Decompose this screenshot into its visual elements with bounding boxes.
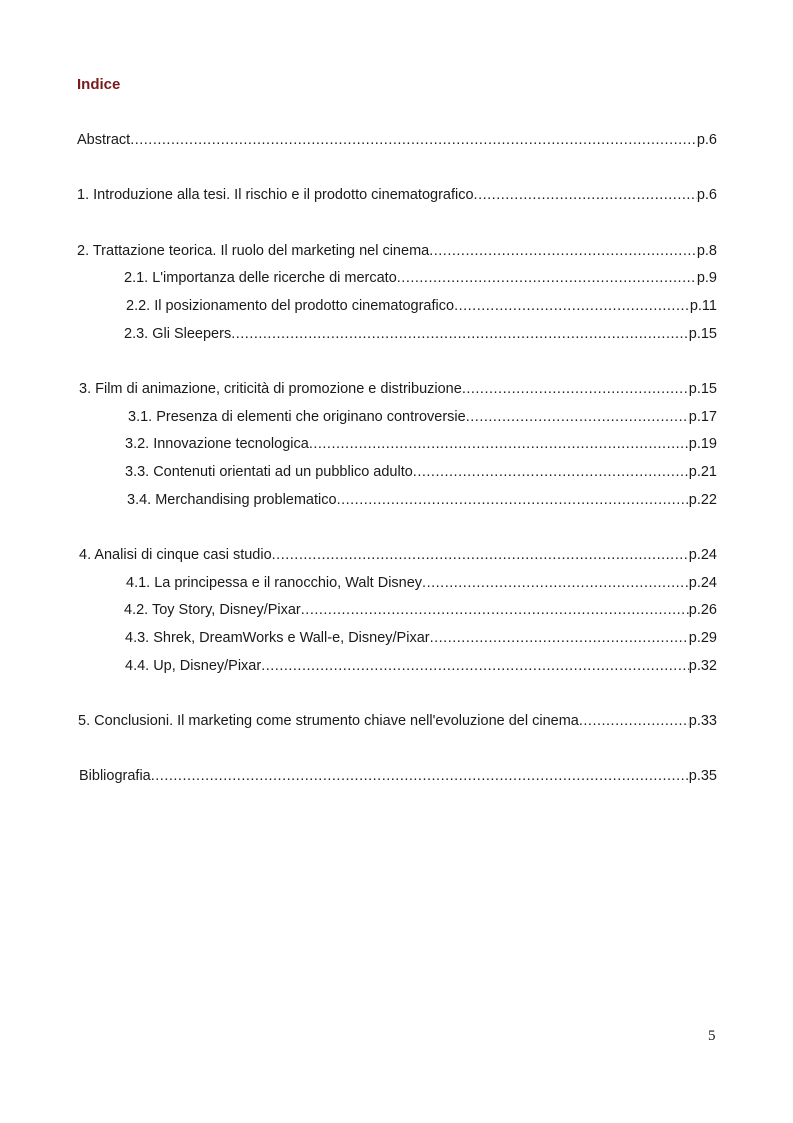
toc-entry-page: p.17 — [688, 409, 717, 425]
leader-dots — [231, 325, 689, 343]
toc-entry-section-4-1 — [126, 574, 717, 592]
toc-entry-page: p.8 — [696, 243, 717, 259]
toc-entry-label: 4.4. Up, Disney/Pixar — [125, 658, 262, 674]
page-number: 5 — [708, 1028, 716, 1044]
leader-dots — [466, 408, 689, 426]
toc-entry-chapter-3 — [79, 380, 717, 398]
toc-entry-page: p.24 — [688, 575, 717, 591]
toc-entry-label: 3.3. Contenuti orientati ad un pubblico adulto — [125, 464, 413, 480]
leader-dots — [261, 657, 689, 675]
toc-entry-page: p.15 — [688, 381, 717, 397]
leader-dots — [309, 435, 689, 453]
toc-entry-label: 5. Conclusioni. Il marketing come strumento chiave nell'evoluzione del cinema — [78, 713, 579, 729]
toc-entry-label: 4.1. La principessa e il ranocchio, Walt Disney — [126, 575, 423, 591]
toc-entry-label: 2.1. L'importanza delle ricerche di mercato — [124, 270, 397, 286]
toc-entry-label: 2.3. Gli Sleepers — [124, 326, 232, 342]
toc-entry-section-3-1 — [128, 408, 717, 426]
toc-title: Indice — [77, 76, 121, 93]
toc-entry-section-3-3 — [125, 463, 717, 481]
toc-entry-page: p.22 — [688, 492, 717, 508]
toc-entry-label: Abstract — [77, 132, 131, 148]
leader-dots — [272, 546, 689, 564]
toc-entry-page: p.33 — [688, 713, 717, 729]
toc-entry-chapter-5 — [78, 712, 717, 730]
toc-entry-chapter-2 — [77, 242, 717, 260]
leader-dots — [301, 601, 689, 619]
toc-entry-page: p.26 — [688, 602, 717, 618]
toc-entry-page: p.6 — [696, 132, 717, 148]
toc-entry-section-2-3 — [124, 325, 717, 343]
leader-dots — [151, 767, 689, 785]
toc-entry-abstract — [77, 131, 717, 149]
toc-entry-label: 4. Analisi di cinque casi studio — [79, 547, 272, 563]
toc-entry-label: 1. Introduzione alla tesi. Il rischio e il prodotto cinematografico — [77, 187, 474, 203]
toc-entry-page: p.15 — [688, 326, 717, 342]
toc-entry-page: p.35 — [688, 768, 717, 784]
toc-entry-page: p.24 — [688, 547, 717, 563]
toc-entry-label: Bibliografia — [79, 768, 151, 784]
toc-entry-chapter-4 — [79, 546, 717, 564]
toc-entry-chapter-1 — [77, 186, 717, 204]
leader-dots — [430, 629, 689, 647]
toc-entry-page: p.21 — [688, 464, 717, 480]
leader-dots — [429, 242, 697, 260]
toc-entry-section-3-4 — [127, 491, 717, 509]
toc-entry-label: 3.1. Presenza di elementi che originano controversie — [128, 409, 466, 425]
toc-entry-page: p.32 — [688, 658, 717, 674]
toc-entry-label: 2. Trattazione teorica. Il ruolo del marketing nel cinema — [77, 243, 430, 259]
toc-entry-section-4-4 — [125, 657, 717, 675]
leader-dots — [579, 712, 689, 730]
toc-entry-page: p.9 — [696, 270, 717, 286]
toc-entry-section-2-2 — [126, 297, 717, 315]
toc-entry-label: 3.4. Merchandising problematico — [127, 492, 337, 508]
toc-entry-page: p.6 — [696, 187, 717, 203]
toc-entry-label: 2.2. Il posizionamento del prodotto cinematografico — [126, 298, 455, 314]
leader-dots — [422, 574, 689, 592]
toc-entry-page: p.29 — [688, 630, 717, 646]
leader-dots — [337, 491, 689, 509]
toc-entry-section-4-3 — [125, 629, 717, 647]
leader-dots — [397, 269, 697, 287]
toc-entry-label: 3. Film di animazione, criticità di promozione e distribuzione — [79, 381, 462, 397]
leader-dots — [474, 186, 697, 204]
toc-entry-section-3-2 — [125, 435, 717, 453]
leader-dots — [413, 463, 689, 481]
leader-dots — [454, 297, 690, 315]
toc-entry-page: p.11 — [689, 298, 717, 314]
toc-entry-section-2-1 — [124, 269, 717, 287]
leader-dots — [130, 131, 697, 149]
leader-dots — [462, 380, 689, 398]
toc-entry-label: 4.3. Shrek, DreamWorks e Wall-e, Disney/Pixar — [125, 630, 430, 646]
toc-entry-page: p.19 — [688, 436, 717, 452]
toc-entry-label: 3.2. Innovazione tecnologica — [125, 436, 309, 452]
toc-entry-section-4-2 — [124, 601, 717, 619]
toc-entry-bibliography — [79, 767, 717, 785]
toc-entry-label: 4.2. Toy Story, Disney/Pixar — [124, 602, 301, 618]
